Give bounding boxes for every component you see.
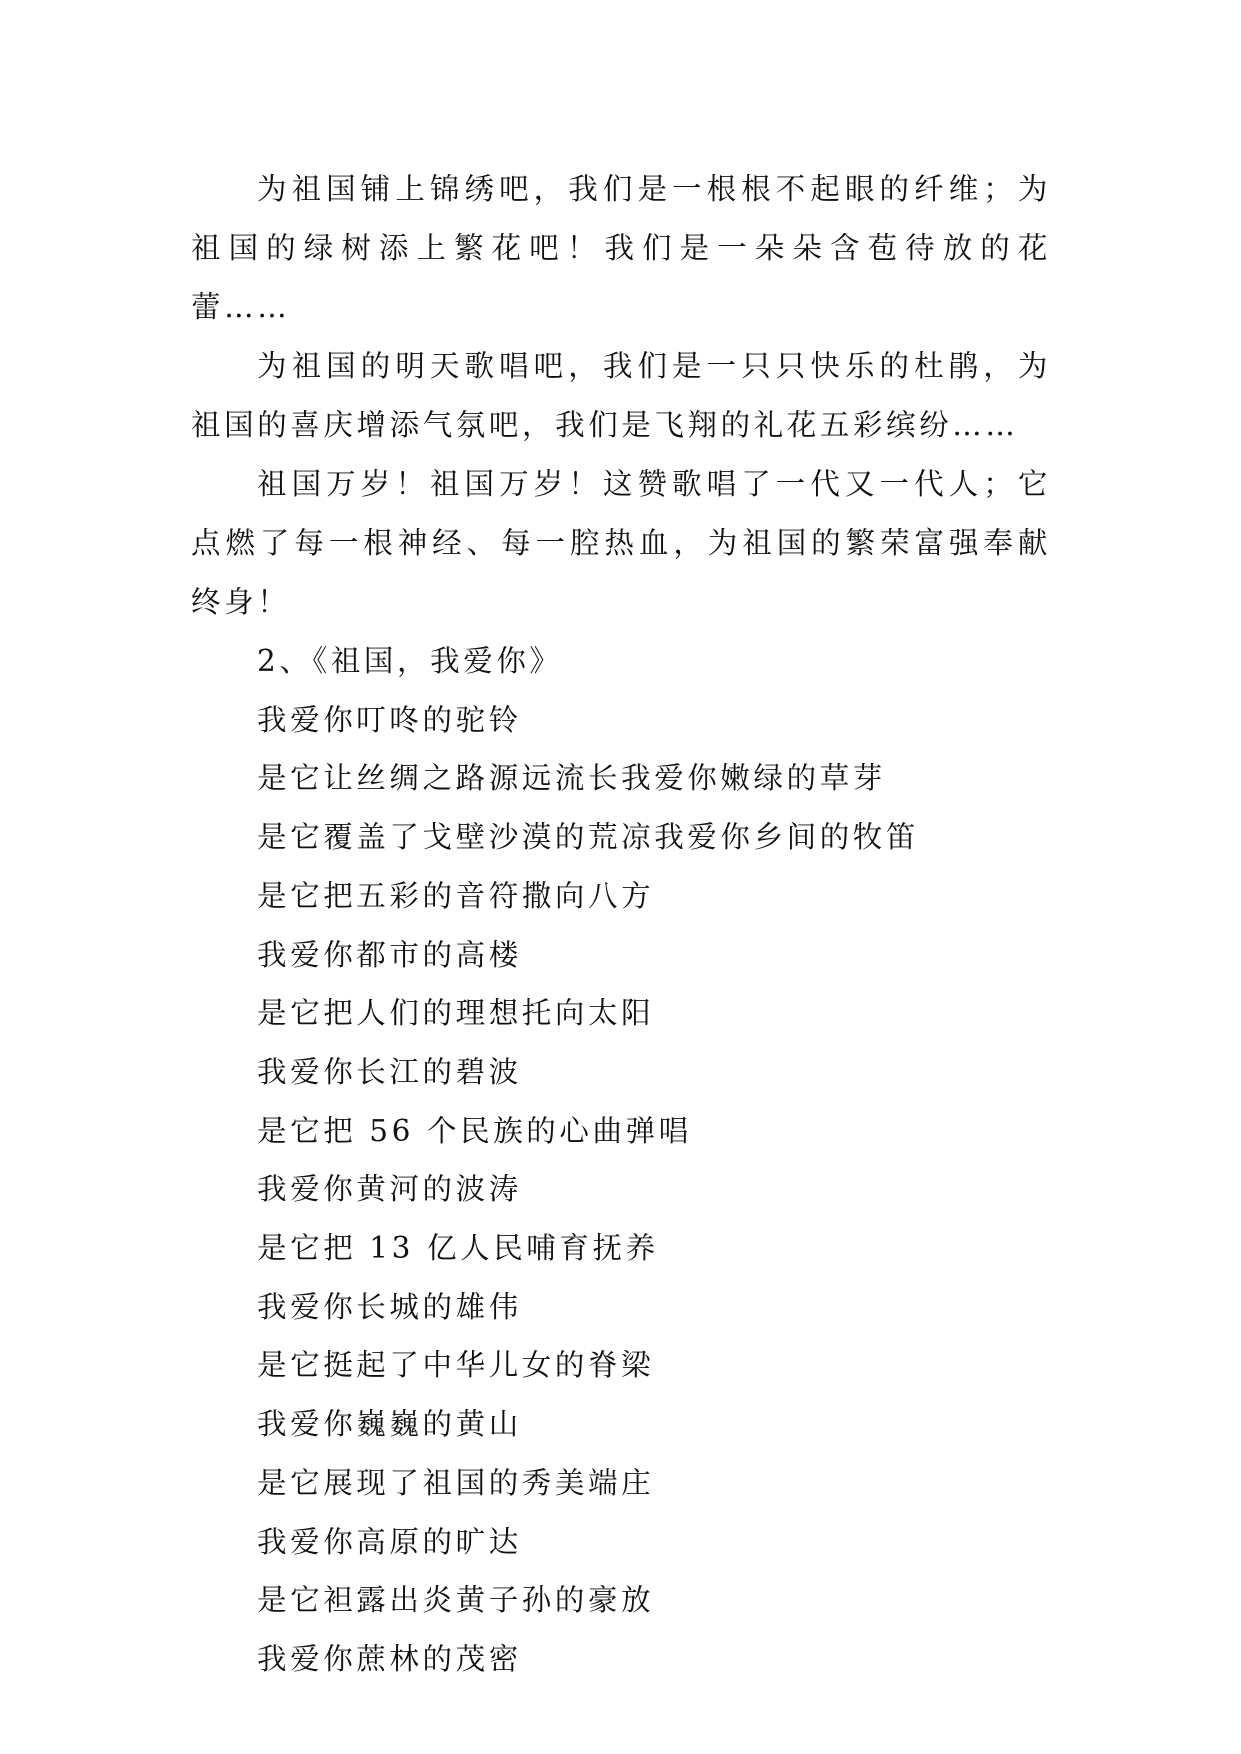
poem-line: 我爱你叮咚的驼铃 [257, 702, 522, 737]
poem-line: 是它袒露出炎黄子孙的豪放 [257, 1583, 655, 1618]
document-body [191, 160, 1051, 1689]
poem-line: 是它覆盖了戈壁沙漠的荒凉我爱你乡间的牧笛 [257, 820, 920, 855]
poem-line: 是它展现了祖国的秀美端庄 [257, 1465, 655, 1500]
paragraph-1: 为祖国铺上锦绣吧，我们是一根根不起眼的纤维；为祖国的绿树添上繁花吧！我们是一朵朵含苞待放的花蕾…… [191, 172, 1051, 324]
poem-line: 我爱你长城的雄伟 [257, 1289, 522, 1324]
poem-line: 是它挺起了中华儿女的脊梁 [257, 1348, 655, 1383]
poem-line: 我爱你蔗林的茂密 [257, 1641, 522, 1676]
poem-line: 是它让丝绸之路源远流长我爱你嫩绿的草芽 [257, 761, 886, 796]
poem-line: 是它把 56 个民族的心曲弹唱 [257, 1113, 692, 1148]
poem-line: 是它把五彩的音符撒向八方 [257, 878, 655, 913]
poem-line: 我爱你黄河的波涛 [257, 1172, 522, 1207]
poem-line: 我爱你巍巍的黄山 [257, 1407, 522, 1442]
poem-line: 我爱你高原的旷达 [257, 1524, 522, 1559]
poem-line: 我爱你长江的碧波 [257, 1054, 522, 1089]
poem-line: 是它把 13 亿人民哺育抚养 [257, 1231, 659, 1266]
paragraph-2: 为祖国的明天歌唱吧，我们是一只只快乐的杜鹃，为祖国的喜庆增添气氛吧，我们是飞翔的礼花五彩缤纷…… [191, 349, 1051, 442]
section-heading: 2、《祖国，我爱你》 [257, 644, 563, 678]
poem-line: 我爱你都市的高楼 [257, 937, 522, 972]
poem [191, 691, 1051, 1689]
paragraph-3: 祖国万岁！祖国万岁！这赞歌唱了一代又一代人；它点燃了每一根神经、每一腔热血，为祖国的繁荣富强奉献终身！ [191, 467, 1051, 619]
poem-line: 是它把人们的理想托向太阳 [257, 996, 655, 1031]
